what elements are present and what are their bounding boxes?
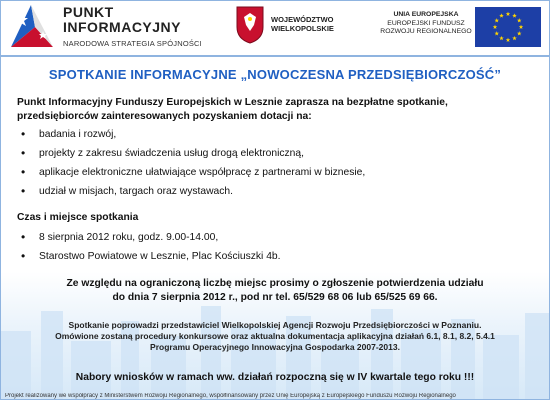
ue-line1: UNIA EUROPEJSKA bbox=[393, 11, 459, 18]
coat-of-arms-icon bbox=[235, 5, 265, 45]
pi-title-line2: INFORMACYJNY bbox=[63, 19, 182, 35]
list-item: • badania i rozwój, bbox=[17, 125, 537, 144]
woj-text bbox=[271, 15, 334, 33]
details-line2: Omówione zostaną procedury konkursowe oraz aktualna dokumentacja aplikacyjna działań 6.1, 8.1, 8.2, 5.4.1 bbox=[55, 331, 495, 341]
topics-list bbox=[17, 125, 537, 201]
details-line3: Programu Operacyjnego Innowacyjna Gospodarka 2007-2013. bbox=[150, 342, 400, 352]
list-item: • 8 sierpnia 2012 roku, godz. 9.00-14.00, bbox=[17, 228, 537, 247]
header-divider bbox=[1, 55, 549, 57]
registration-notice bbox=[1, 277, 549, 305]
intro-line2: przedsiębiorców zainteresowanych pozyskaniem dotacji na: bbox=[17, 111, 312, 122]
czas-title: Czas i miejsce spotkania bbox=[17, 212, 139, 223]
list-item: • udział w misjach, targach oraz wystawach. bbox=[17, 182, 537, 201]
notice-line1: Ze względu na ograniczoną liczbę miejsc prosimy o zgłoszenie potwierdzenia udziału bbox=[66, 278, 484, 289]
pi-subtitle: NARODOWA STRATEGIA SPÓJNOŚCI bbox=[63, 39, 202, 48]
footer-text: Projekt realizowany we współpracy z Ministerstwem Rozwoju Regionalnego, współfinansowany przez Unię Europejską z Europejskiego Funduszu Rozwoju Regionalnego bbox=[5, 393, 456, 399]
intro-text bbox=[17, 96, 537, 124]
woj-line2: WIELKOPOLSKIE bbox=[271, 24, 334, 33]
wojewodztwo-logo bbox=[233, 3, 353, 47]
eu-flag-icon bbox=[435, 3, 547, 49]
notice-line2: do dnia 7 sierpnia 2012 r., pod nr tel. 65/529 68 06 lub 65/525 69 66. bbox=[112, 292, 438, 303]
woj-line1: WOJEWÓDZTWO bbox=[271, 15, 334, 24]
list-item: • projekty z zakresu świadczenia usług drogą elektroniczną, bbox=[17, 144, 537, 163]
ue-line2: EUROPEJSKI FUNDUSZ bbox=[387, 19, 465, 27]
poster-heading: SPOTKANIE INFORMACYJNE „NOWOCZESNA PRZEDSIĘBIORCZOŚĆ” bbox=[48, 67, 502, 82]
details-text bbox=[1, 320, 549, 353]
details-line1: Spotkanie poprowadzi przedstawiciel Wielkopolskiej Agencji Rozwoju Przedsiębiorczości w Poznaniu. bbox=[68, 320, 482, 330]
list-item: • Starostwo Powiatowe w Lesznie, Plac Kościuszki 4b. bbox=[17, 247, 537, 266]
czas-list bbox=[17, 228, 537, 266]
nss-logo-icon bbox=[7, 3, 57, 51]
nabory-announcement: Nabory wniosków w ramach ww. działań rozpoczną się w IV kwartale tego roku !!! bbox=[75, 372, 475, 383]
pi-title bbox=[63, 5, 181, 35]
punkt-informacyjny-logo bbox=[7, 1, 217, 53]
ue-line3: ROZWOJU REGIONALNEGO bbox=[380, 28, 472, 35]
list-item: • aplikacje elektroniczne ułatwiające współpracę z partnerami w biznesie, bbox=[17, 163, 537, 182]
intro-line1: Punkt Informacyjny Funduszy Europejskich w Lesznie zaprasza na bezpłatne spotkanie, bbox=[17, 97, 448, 108]
pi-title-line1: PUNKT bbox=[63, 4, 114, 20]
